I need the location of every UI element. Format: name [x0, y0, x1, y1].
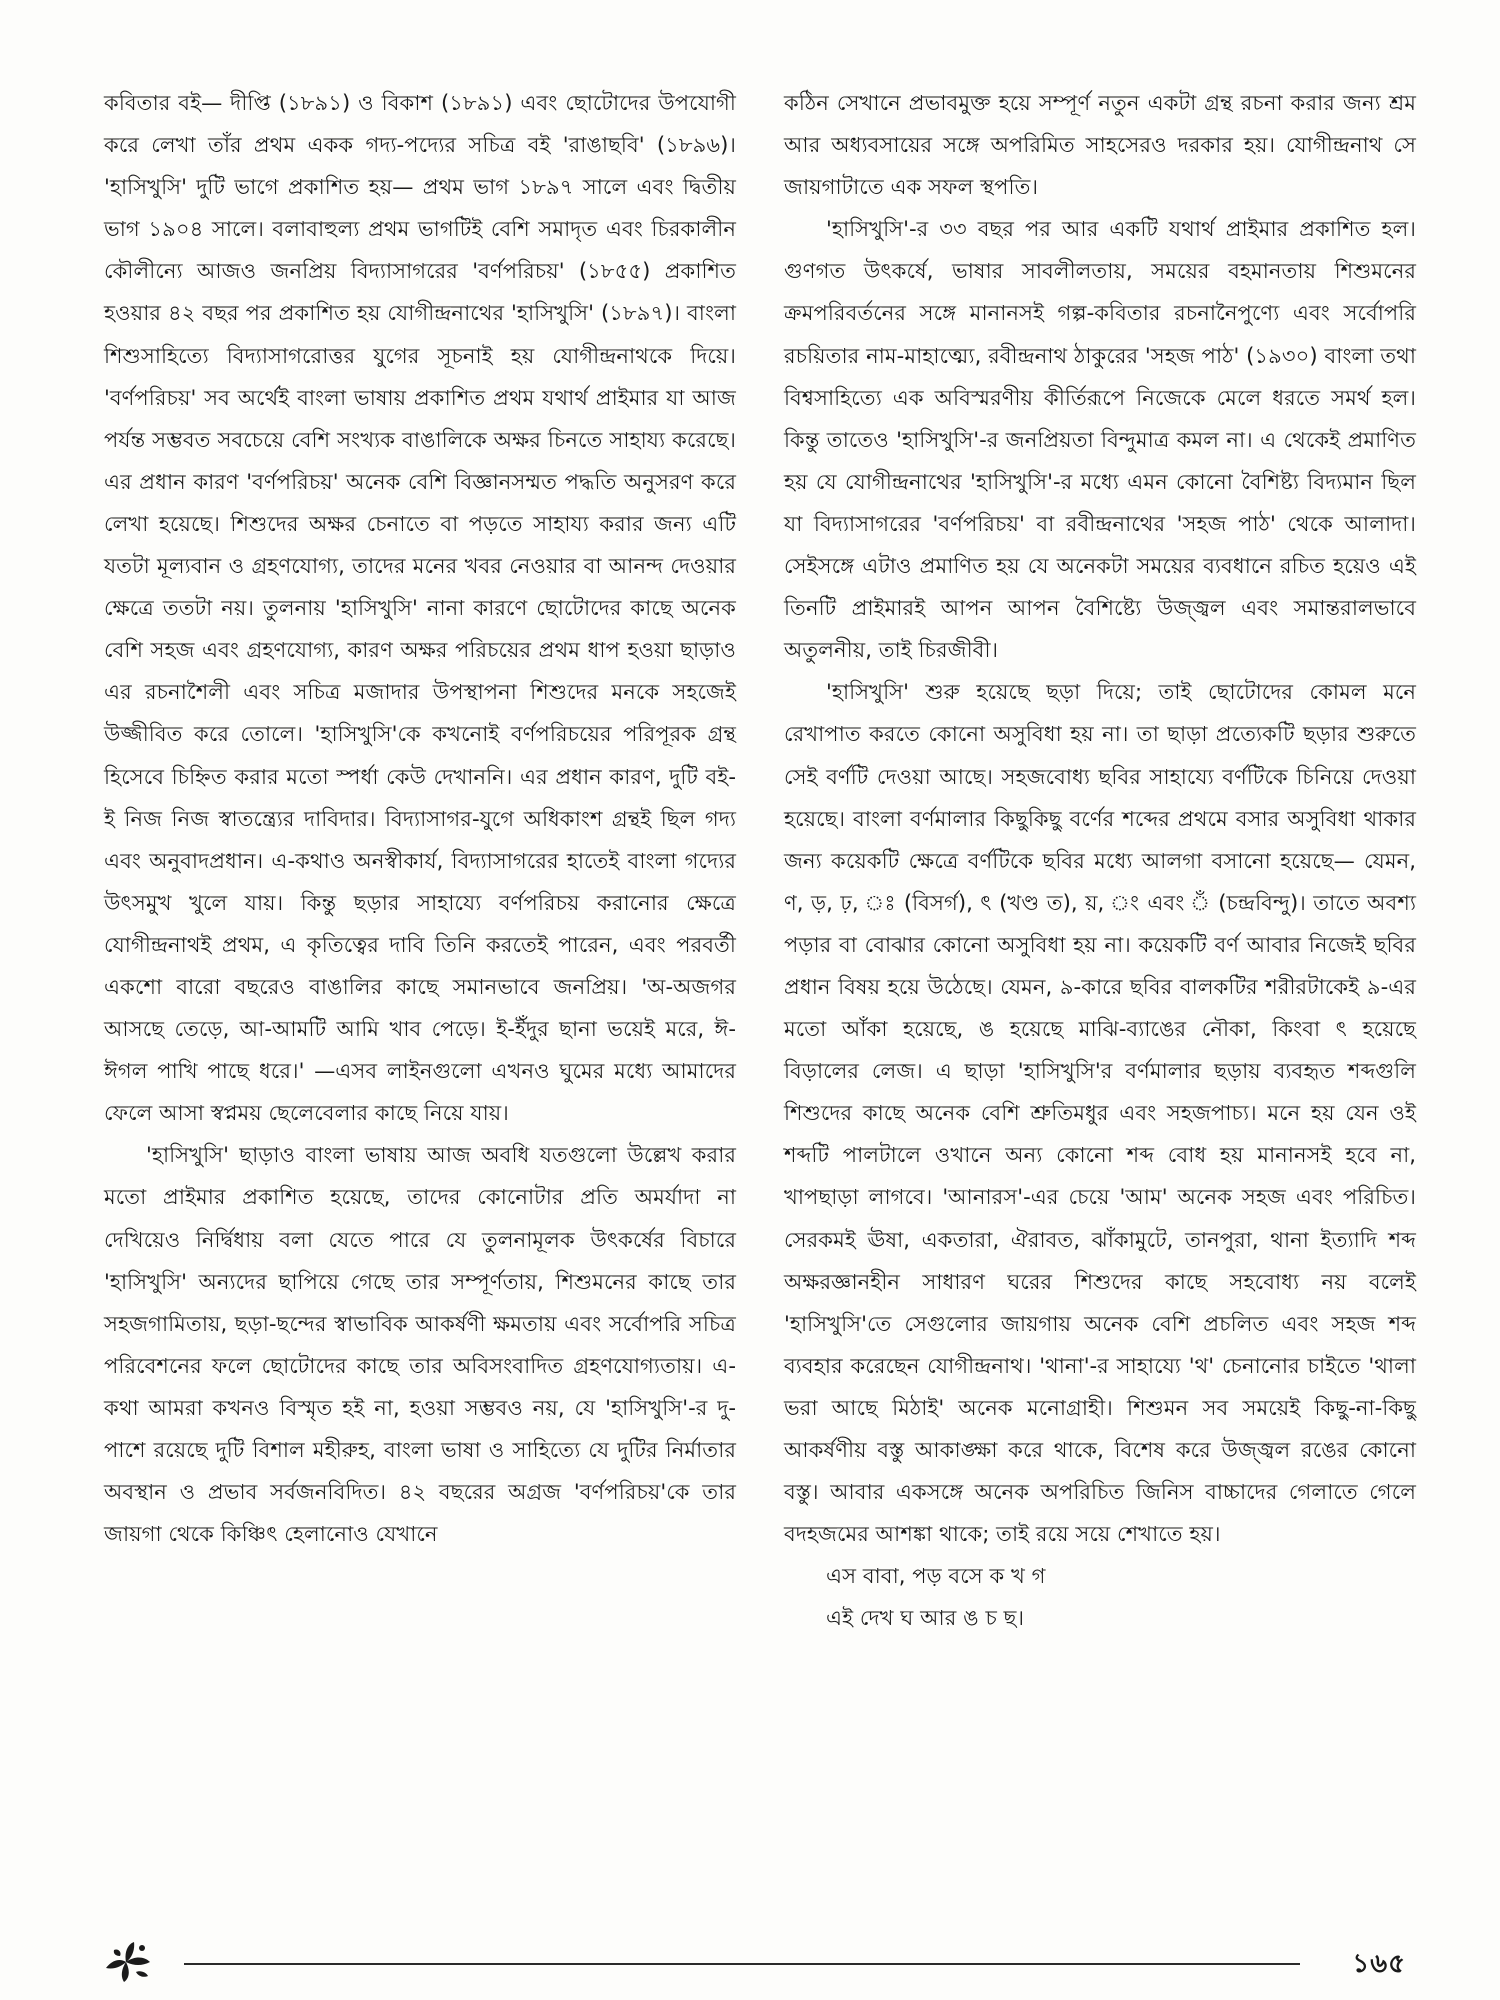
- rhyme-quote: [826, 1555, 1416, 1639]
- right-text-column: [784, 82, 1416, 1639]
- page-footer: [100, 1944, 1410, 1984]
- body-paragraph: 'হাসিখুসি' ছাড়াও বাংলা ভাষায় আজ অবধি যতগুলো উল্লেখ করার মতো প্রাইমার প্রকাশিত হয়েছে, তাদের কোনোটার প্রতি অমর্যাদা না দেখিয়েও নির্দ্বিধায় বলা যেতে পারে যে তুলনামূলক উৎকর্ষের বিচারে 'হাসিখুসি' অন্যদের ছাপিয়ে গেছে তার সম্পূর্ণতায়, শিশুমনের কাছে তার সহজগামিতায়, ছড়া-ছন্দের স্বাভাবিক আকর্ষণী ক্ষমতায় এবং সর্বোপরি সচিত্র পরিবেশনের ফলে ছোটোদের কাছে তার অবিসংবাদিত গ্রহণযোগ্যতায়। এ-কথা আমরা কখনও বিস্মৃত হই না, হওয়া সম্ভবও নয়, যে 'হাসিখুসি'-র দু-পাশে রয়েছে দুটি বিশাল মহীরুহ, বাংলা ভাষা ও সাহিত্যে যে দুটির নির্মাতার অবস্থান ও প্রভাব সর্বজনবিদিত। ৪২ বছরের অগ্রজ 'বর্ণপরিচয়'কে তার জায়গা থেকে কিঞ্চিৎ হেলানোও যেখানে: [104, 1142, 736, 1547]
- body-paragraph: 'হাসিখুসি'-র ৩৩ বছর পর আর একটি যথার্থ প্রাইমার প্রকাশিত হল। গুণগত উৎকর্ষে, ভাষার সাবলীলতায়, সময়ের বহমানতায় শিশুমনের ক্রমপরিবর্তনের সঙ্গে মানানসই গল্প-কবিতার রচনানৈপুণ্যে এবং সর্বোপরি রচয়িতার নাম-মাহাত্ম্যে, রবীন্দ্রনাথ ঠাকুরের 'সহজ পাঠ' (১৯৩০) বাংলা তথা বিশ্বসাহিত্যে এক অবিস্মরণীয় কীর্তিরূপে নিজেকে মেলে ধরতে সমর্থ হল। কিন্তু তাতেও 'হাসিখুসি'-র জনপ্রিয়তা বিন্দুমাত্র কমল না। এ থেকেই প্রমাণিত হয় যে যোগীন্দ্রনাথের 'হাসিখুসি'-র মধ্যে এমন কোনো বৈশিষ্ট্য বিদ্যমান ছিল যা বিদ্যাসাগরের 'বর্ণপরিচয়' বা রবীন্দ্রনাথের 'সহজ পাঠ' থেকে আলাদা। সেইসঙ্গে এটাও প্রমাণিত হয় যে অনেকটা সময়ের ব্যবধানে রচিত হয়েও এই তিনটি প্রাইমারই আপন আপন বৈশিষ্ট্যে উজ্জ্বল এবং সমান্তরালভাবে অতুলনীয়, তাই চিরজীবী।: [784, 216, 1416, 663]
- footer-rule: [184, 1963, 1300, 1965]
- floral-ornament-icon: [100, 1938, 156, 1984]
- rhyme-line: এই দেখ ঘ আর ঙ চ ছ।: [826, 1605, 1025, 1631]
- body-paragraph: কবিতার বই— দীপ্তি (১৮৯১) ও বিকাশ (১৮৯১) এবং ছোটোদের উপযোগী করে লেখা তাঁর প্রথম একক গদ্য-পদ্যের সচিত্র বই 'রাঙাছবি' (১৮৯৬)। 'হাসিখুসি' দুটি ভাগে প্রকাশিত হয়— প্রথম ভাগ ১৮৯৭ সালে এবং দ্বিতীয় ভাগ ১৯০৪ সালে। বলাবাহুল্য প্রথম ভাগটিই বেশি সমাদৃত এবং চিরকালীন কৌলীন্যে আজও জনপ্রিয় বিদ্যাসাগরের 'বর্ণপরিচয়' (১৮৫৫) প্রকাশিত হওয়ার ৪২ বছর পর প্রকাশিত হয় যোগীন্দ্রনাথের 'হাসিখুসি' (১৮৯৭)। বাংলা শিশুসাহিত্যে বিদ্যাসাগরোত্তর যুগের সূচনাই হয় যোগীন্দ্রনাথকে দিয়ে। 'বর্ণপরিচয়' সব অর্থেই বাংলা ভাষায় প্রকাশিত প্রথম যথার্থ প্রাইমার যা আজ পর্যন্ত সম্ভবত সবচেয়ে বেশি সংখ্যক বাঙালিকে অক্ষর চিনতে সাহায্য করেছে। এর প্রধান কারণ 'বর্ণপরিচয়' অনেক বেশি বিজ্ঞানসম্মত পদ্ধতি অনুসরণ করে লেখা হয়েছে। শিশুদের অক্ষর চেনাতে বা পড়তে সাহায্য করার জন্য এটি যতটা মূল্যবান ও গ্রহণযোগ্য, তাদের মনের খবর নেওয়ার বা আনন্দ দেওয়ার ক্ষেত্রে ততটা নয়। তুলনায় 'হাসিখুসি' নানা কারণে ছোটোদের কাছে অনেক বেশি সহজ এবং গ্রহণযোগ্য, কারণ অক্ষর পরিচয়ের প্রথম ধাপ হওয়া ছাড়াও এর রচনাশৈলী এবং সচিত্র মজাদার উপস্থাপনা শিশুদের মনকে সহজেই উজ্জীবিত করে তোলে। 'হাসিখুসি'কে কখনোই বর্ণপরিচয়ের পরিপূরক গ্রন্থ হিসেবে চিহ্নিত করার মতো স্পর্ধা কেউ দেখাননি। এর প্রধান কারণ, দুটি বই-ই নিজ নিজ স্বাতন্ত্র্যের দাবিদার। বিদ্যাসাগর-যুগে অধিকাংশ গ্রন্থই ছিল গদ্য এবং অনুবাদপ্রধান। এ-কথাও অনস্বীকার্য, বিদ্যাসাগরের হাতেই বাংলা গদ্যের উৎসমুখ খুলে যায়। কিন্তু ছড়ার সাহায্যে বর্ণপরিচয় করানোর ক্ষেত্রে যোগীন্দ্রনাথই প্রথম, এ কৃতিত্বের দাবি তিনি করতেই পারেন, এবং পরবর্তী একশো বারো বছরেও বাঙালির কাছে সমানভাবে জনপ্রিয়। 'অ-অজগর আসছে তেড়ে, আ-আমটি আমি খাব পেড়ে। ই-ইঁদুর ছানা ভয়েই মরে, ঈ-ঈগল পাখি পাছে ধরে।' —এসব লাইনগুলো এখনও ঘুমের মধ্যে আমাদের ফেলে আসা স্বপ্নময় ছেলেবেলার কাছে নিয়ে যায়।: [104, 90, 736, 1126]
- rhyme-line: এস বাবা, পড় বসে ক খ গ: [826, 1563, 1046, 1589]
- left-text-column: [104, 82, 736, 1555]
- body-paragraph: কঠিন সেখানে প্রভাবমুক্ত হয়ে সম্পূর্ণ নতুন একটা গ্রন্থ রচনা করার জন্য শ্রম আর অধ্যবসায়ের সঙ্গে অপরিমিত সাহসেরও দরকার হয়। যোগীন্দ্রনাথ সে জায়গাটাতে এক সফল স্থপতি।: [784, 90, 1416, 200]
- page-number: ১৬৫: [1352, 1949, 1406, 1979]
- body-paragraph: 'হাসিখুসি' শুরু হয়েছে ছড়া দিয়ে; তাই ছোটোদের কোমল মনে রেখাপাত করতে কোনো অসুবিধা হয় না। তা ছাড়া প্রত্যেকটি ছড়ার শুরুতে সেই বর্ণটি দেওয়া আছে। সহজবোধ্য ছবির সাহায্যে বর্ণটিকে চিনিয়ে দেওয়া হয়েছে। বাংলা বর্ণমালার কিছুকিছু বর্ণের শব্দের প্রথমে বসার অসুবিধা থাকার জন্য কয়েকটি ক্ষেত্রে বর্ণটিকে ছবির মধ্যে আলগা বসানো হয়েছে— যেমন, ণ, ড়, ঢ়, ঃ (বিসর্গ), ৎ (খণ্ড ত), য়, ং এবং ঁ (চন্দ্রবিন্দু)। তাতে অবশ্য পড়ার বা বোঝার কোনো অসুবিধা হয় না। কয়েকটি বর্ণ আবার নিজেই ছবির প্রধান বিষয় হয়ে উঠেছে। যেমন, ৯-কারে ছবির বালকটির শরীরটাকেই ৯-এর মতো আঁকা হয়েছে, ঙ হয়েছে মাঝি-ব্যাঙের নৌকা, কিংবা ৎ হয়েছে বিড়ালের লেজ। এ ছাড়া 'হাসিখুসি'র বর্ণমালার ছড়ায় ব্যবহৃত শব্দগুলি শিশুদের কাছে অনেক বেশি শ্রুতিমধুর এবং সহজপাচ্য। মনে হয় যেন ওই শব্দটি পালটালে ওখানে অন্য কোনো শব্দ বোধ হয় মানানসই হবে না, খাপছাড়া লাগবে। 'আনারস'-এর চেয়ে 'আম' অনেক সহজ এবং পরিচিত। সেরকমই ঊষা, একতারা, ঐরাবত, ঝাঁকামুটে, তানপুরা, থানা ইত্যাদি শব্দ অক্ষরজ্ঞানহীন সাধারণ ঘরের শিশুদের কাছে সহবোধ্য নয় বলেই 'হাসিখুসি'তে সেগুলোর জায়গায় অনেক বেশি প্রচলিত এবং সহজ শব্দ ব্যবহার করেছেন যোগীন্দ্রনাথ। 'থানা'-র সাহায্যে 'থ' চেনানোর চাইতে 'থালা ভরা আছে মিঠাই' অনেক মনোগ্রাহী। শিশুমন সব সময়েই কিছু-না-কিছু আকর্ষণীয় বস্তু আকাঙ্ক্ষা করে থাকে, বিশেষ করে উজ্জ্বল রঙের কোনো বস্তু। আবার একসঙ্গে অনেক অপরিচিত জিনিস বাচ্চাদের গেলাতে গেলে বদহজমের আশঙ্কা থাকে; তাই রয়ে সয়ে শেখাতে হয়।: [784, 679, 1416, 1547]
